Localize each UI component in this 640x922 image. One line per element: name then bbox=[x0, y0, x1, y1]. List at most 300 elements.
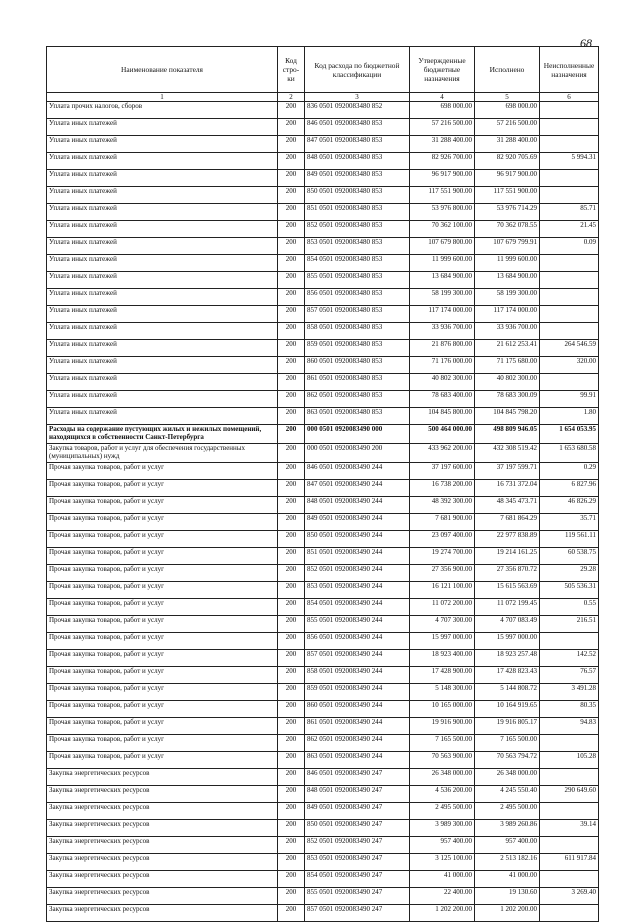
row-executed: 11 999 600.00 bbox=[475, 255, 540, 272]
row-kbk: 000 0501 0920083490 200 bbox=[305, 444, 410, 463]
row-executed: 19 214 161.25 bbox=[475, 548, 540, 565]
row-remaining: 1 654 053.95 bbox=[540, 425, 599, 444]
row-executed: 17 428 823.43 bbox=[475, 667, 540, 684]
row-kbk: 863 0501 0920083480 853 bbox=[305, 408, 410, 425]
row-executed: 48 345 473.71 bbox=[475, 497, 540, 514]
col-number: 5 bbox=[475, 93, 540, 102]
row-remaining bbox=[540, 102, 599, 119]
row-approved: 70 563 900.00 bbox=[410, 752, 475, 769]
row-name: Прочая закупка товаров, работ и услуг bbox=[47, 514, 278, 531]
row-name: Закупка энергетических ресурсов bbox=[47, 888, 278, 905]
row-executed: 26 348 000.00 bbox=[475, 769, 540, 786]
row-code: 200 bbox=[278, 340, 305, 357]
row-executed: 19 130.60 bbox=[475, 888, 540, 905]
table-row bbox=[47, 718, 599, 735]
row-executed: 15 997 000.00 bbox=[475, 633, 540, 650]
row-name: Прочая закупка товаров, работ и услуг bbox=[47, 735, 278, 752]
row-kbk: 848 0501 0920083480 853 bbox=[305, 153, 410, 170]
row-kbk: 860 0501 0920083480 853 bbox=[305, 357, 410, 374]
row-kbk: 846 0501 0920083490 244 bbox=[305, 463, 410, 480]
table-row bbox=[47, 616, 599, 633]
row-code: 200 bbox=[278, 871, 305, 888]
row-code: 200 bbox=[278, 633, 305, 650]
row-remaining bbox=[540, 187, 599, 204]
row-code: 200 bbox=[278, 888, 305, 905]
row-kbk: 852 0501 0920083480 853 bbox=[305, 221, 410, 238]
row-code: 200 bbox=[278, 905, 305, 922]
row-kbk: 858 0501 0920083490 244 bbox=[305, 667, 410, 684]
row-name: Уплата иных платежей bbox=[47, 408, 278, 425]
row-kbk: 855 0501 0920083490 244 bbox=[305, 616, 410, 633]
row-name: Уплата иных платежей bbox=[47, 374, 278, 391]
row-code: 200 bbox=[278, 153, 305, 170]
row-kbk: 862 0501 0920083480 853 bbox=[305, 391, 410, 408]
row-executed: 58 199 300.00 bbox=[475, 289, 540, 306]
table-row bbox=[47, 444, 599, 463]
row-executed: 698 000.00 bbox=[475, 102, 540, 119]
row-remaining bbox=[540, 633, 599, 650]
row-executed: 70 362 078.55 bbox=[475, 221, 540, 238]
row-kbk: 852 0501 0920083490 247 bbox=[305, 837, 410, 854]
row-approved: 19 916 900.00 bbox=[410, 718, 475, 735]
row-executed: 21 612 253.41 bbox=[475, 340, 540, 357]
table-row bbox=[47, 374, 599, 391]
row-executed: 13 684 900.00 bbox=[475, 272, 540, 289]
row-approved: 104 845 800.00 bbox=[410, 408, 475, 425]
table-row bbox=[47, 769, 599, 786]
row-code: 200 bbox=[278, 582, 305, 599]
row-code: 200 bbox=[278, 221, 305, 238]
table-row bbox=[47, 701, 599, 718]
row-executed: 5 144 808.72 bbox=[475, 684, 540, 701]
row-name: Уплата иных платежей bbox=[47, 136, 278, 153]
row-approved: 41 000.00 bbox=[410, 871, 475, 888]
row-remaining: 1.80 bbox=[540, 408, 599, 425]
row-remaining: 264 546.59 bbox=[540, 340, 599, 357]
row-code: 200 bbox=[278, 480, 305, 497]
row-executed: 78 683 300.09 bbox=[475, 391, 540, 408]
row-executed: 7 681 864.29 bbox=[475, 514, 540, 531]
table-row bbox=[47, 667, 599, 684]
row-name: Закупка товаров, работ и услуг для обеспечения государственных (муниципальных) нужд bbox=[47, 444, 278, 463]
table-row bbox=[47, 187, 599, 204]
header-executed: Исполнено bbox=[475, 47, 540, 93]
row-executed: 957 400.00 bbox=[475, 837, 540, 854]
table-row bbox=[47, 238, 599, 255]
row-code: 200 bbox=[278, 170, 305, 187]
row-kbk: 857 0501 0920083480 853 bbox=[305, 306, 410, 323]
table-row bbox=[47, 786, 599, 803]
row-kbk: 854 0501 0920083480 853 bbox=[305, 255, 410, 272]
row-executed: 4 707 083.49 bbox=[475, 616, 540, 633]
table-row bbox=[47, 650, 599, 667]
row-name: Уплата иных платежей bbox=[47, 255, 278, 272]
row-remaining bbox=[540, 374, 599, 391]
row-executed: 19 916 805.17 bbox=[475, 718, 540, 735]
row-approved: 4 536 200.00 bbox=[410, 786, 475, 803]
row-remaining: 0.09 bbox=[540, 238, 599, 255]
row-name: Прочая закупка товаров, работ и услуг bbox=[47, 650, 278, 667]
row-kbk: 858 0501 0920083480 853 bbox=[305, 323, 410, 340]
row-approved: 3 125 100.00 bbox=[410, 854, 475, 871]
row-code: 200 bbox=[278, 323, 305, 340]
row-code: 200 bbox=[278, 735, 305, 752]
row-code: 200 bbox=[278, 616, 305, 633]
row-name: Уплата иных платежей bbox=[47, 357, 278, 374]
row-kbk: 857 0501 0920083490 247 bbox=[305, 905, 410, 922]
column-number-row bbox=[47, 93, 599, 102]
row-kbk: 848 0501 0920083490 247 bbox=[305, 786, 410, 803]
row-code: 200 bbox=[278, 289, 305, 306]
row-remaining bbox=[540, 871, 599, 888]
header-approved: Утвержденные бюджетные назначения bbox=[410, 47, 475, 93]
row-executed: 18 923 257.48 bbox=[475, 650, 540, 667]
row-name: Прочая закупка товаров, работ и услуг bbox=[47, 599, 278, 616]
row-kbk: 862 0501 0920083490 244 bbox=[305, 735, 410, 752]
table-row bbox=[47, 531, 599, 548]
row-kbk: 849 0501 0920083480 853 bbox=[305, 170, 410, 187]
table-row bbox=[47, 323, 599, 340]
row-remaining: 290 649.60 bbox=[540, 786, 599, 803]
row-executed: 2 513 182.16 bbox=[475, 854, 540, 871]
row-executed: 2 495 500.00 bbox=[475, 803, 540, 820]
row-approved: 82 926 700.00 bbox=[410, 153, 475, 170]
row-remaining: 6 827.96 bbox=[540, 480, 599, 497]
row-code: 200 bbox=[278, 425, 305, 444]
row-kbk: 861 0501 0920083490 244 bbox=[305, 718, 410, 735]
row-kbk: 851 0501 0920083480 853 bbox=[305, 204, 410, 221]
row-remaining: 3 491.28 bbox=[540, 684, 599, 701]
row-kbk: 857 0501 0920083490 244 bbox=[305, 650, 410, 667]
table-header-row bbox=[47, 47, 599, 93]
row-name: Уплата иных платежей bbox=[47, 391, 278, 408]
row-remaining: 21.45 bbox=[540, 221, 599, 238]
table-row bbox=[47, 119, 599, 136]
row-code: 200 bbox=[278, 531, 305, 548]
table-row bbox=[47, 391, 599, 408]
row-approved: 2 495 500.00 bbox=[410, 803, 475, 820]
row-kbk: 860 0501 0920083490 244 bbox=[305, 701, 410, 718]
row-approved: 31 288 400.00 bbox=[410, 136, 475, 153]
table-row bbox=[47, 582, 599, 599]
row-code: 200 bbox=[278, 650, 305, 667]
table-row bbox=[47, 340, 599, 357]
row-name: Уплата иных платежей bbox=[47, 187, 278, 204]
row-name: Уплата прочих налогов, сборов bbox=[47, 102, 278, 119]
row-remaining bbox=[540, 272, 599, 289]
table-row bbox=[47, 871, 599, 888]
row-approved: 13 684 900.00 bbox=[410, 272, 475, 289]
row-code: 200 bbox=[278, 514, 305, 531]
row-kbk: 850 0501 0920083490 247 bbox=[305, 820, 410, 837]
row-approved: 19 274 700.00 bbox=[410, 548, 475, 565]
row-remaining bbox=[540, 323, 599, 340]
row-executed: 37 197 599.71 bbox=[475, 463, 540, 480]
row-remaining bbox=[540, 803, 599, 820]
row-remaining: 29.28 bbox=[540, 565, 599, 582]
row-kbk: 853 0501 0920083490 247 bbox=[305, 854, 410, 871]
row-executed: 432 308 519.42 bbox=[475, 444, 540, 463]
row-kbk: 850 0501 0920083480 853 bbox=[305, 187, 410, 204]
row-code: 200 bbox=[278, 497, 305, 514]
row-name: Прочая закупка товаров, работ и услуг bbox=[47, 463, 278, 480]
row-remaining: 94.83 bbox=[540, 718, 599, 735]
row-approved: 11 072 200.00 bbox=[410, 599, 475, 616]
row-executed: 104 845 798.20 bbox=[475, 408, 540, 425]
table-row bbox=[47, 408, 599, 425]
row-executed: 96 917 900.00 bbox=[475, 170, 540, 187]
table-row bbox=[47, 463, 599, 480]
row-code: 200 bbox=[278, 204, 305, 221]
row-approved: 18 923 400.00 bbox=[410, 650, 475, 667]
row-code: 200 bbox=[278, 357, 305, 374]
row-remaining bbox=[540, 735, 599, 752]
row-name: Закупка энергетических ресурсов bbox=[47, 820, 278, 837]
row-executed: 27 356 870.72 bbox=[475, 565, 540, 582]
row-code: 200 bbox=[278, 565, 305, 582]
row-kbk: 863 0501 0920083490 244 bbox=[305, 752, 410, 769]
row-name: Прочая закупка товаров, работ и услуг bbox=[47, 548, 278, 565]
row-code: 200 bbox=[278, 548, 305, 565]
table-row bbox=[47, 357, 599, 374]
row-executed: 41 000.00 bbox=[475, 871, 540, 888]
table-row bbox=[47, 497, 599, 514]
table-row bbox=[47, 735, 599, 752]
row-approved: 53 976 800.00 bbox=[410, 204, 475, 221]
row-remaining bbox=[540, 136, 599, 153]
row-code: 200 bbox=[278, 136, 305, 153]
row-name: Уплата иных платежей bbox=[47, 221, 278, 238]
row-remaining: 320.00 bbox=[540, 357, 599, 374]
row-remaining bbox=[540, 255, 599, 272]
row-approved: 16 121 100.00 bbox=[410, 582, 475, 599]
row-approved: 107 679 800.00 bbox=[410, 238, 475, 255]
row-name: Расходы на содержание пустующих жилых и нежилых помещений, находящихся в собственности Санкт-Петербурга bbox=[47, 425, 278, 444]
header-kbk: Код расхода по бюджетной классификации bbox=[305, 47, 410, 93]
row-kbk: 846 0501 0920083480 853 bbox=[305, 119, 410, 136]
row-kbk: 848 0501 0920083490 244 bbox=[305, 497, 410, 514]
row-approved: 1 202 200.00 bbox=[410, 905, 475, 922]
row-name: Прочая закупка товаров, работ и услуг bbox=[47, 684, 278, 701]
row-remaining: 3 269.40 bbox=[540, 888, 599, 905]
row-approved: 500 464 000.00 bbox=[410, 425, 475, 444]
row-code: 200 bbox=[278, 391, 305, 408]
row-executed: 31 288 400.00 bbox=[475, 136, 540, 153]
row-remaining bbox=[540, 170, 599, 187]
row-approved: 117 174 000.00 bbox=[410, 306, 475, 323]
row-remaining: 0.55 bbox=[540, 599, 599, 616]
row-kbk: 852 0501 0920083490 244 bbox=[305, 565, 410, 582]
row-executed: 16 731 372.04 bbox=[475, 480, 540, 497]
row-kbk: 836 0501 0920083480 852 bbox=[305, 102, 410, 119]
row-remaining: 35.71 bbox=[540, 514, 599, 531]
row-code: 200 bbox=[278, 599, 305, 616]
row-approved: 17 428 900.00 bbox=[410, 667, 475, 684]
row-kbk: 855 0501 0920083480 853 bbox=[305, 272, 410, 289]
row-code: 200 bbox=[278, 769, 305, 786]
row-name: Закупка энергетических ресурсов bbox=[47, 905, 278, 922]
row-kbk: 854 0501 0920083490 244 bbox=[305, 599, 410, 616]
row-approved: 117 551 900.00 bbox=[410, 187, 475, 204]
row-code: 200 bbox=[278, 684, 305, 701]
row-name: Закупка энергетических ресурсов bbox=[47, 786, 278, 803]
row-approved: 698 000.00 bbox=[410, 102, 475, 119]
row-remaining: 0.29 bbox=[540, 463, 599, 480]
row-code: 200 bbox=[278, 837, 305, 854]
table-row bbox=[47, 153, 599, 170]
row-remaining: 60 538.75 bbox=[540, 548, 599, 565]
row-name: Прочая закупка товаров, работ и услуг bbox=[47, 565, 278, 582]
row-code: 200 bbox=[278, 752, 305, 769]
row-name: Прочая закупка товаров, работ и услуг bbox=[47, 497, 278, 514]
row-name: Прочая закупка товаров, работ и услуг bbox=[47, 633, 278, 650]
table-row bbox=[47, 102, 599, 119]
row-code: 200 bbox=[278, 463, 305, 480]
row-name: Уплата иных платежей bbox=[47, 204, 278, 221]
row-remaining: 99.91 bbox=[540, 391, 599, 408]
row-code: 200 bbox=[278, 444, 305, 463]
row-kbk: 849 0501 0920083490 247 bbox=[305, 803, 410, 820]
row-kbk: 859 0501 0920083480 853 bbox=[305, 340, 410, 357]
table-row bbox=[47, 480, 599, 497]
row-approved: 11 999 600.00 bbox=[410, 255, 475, 272]
table-row bbox=[47, 803, 599, 820]
row-remaining bbox=[540, 769, 599, 786]
row-approved: 15 997 000.00 bbox=[410, 633, 475, 650]
row-approved: 7 681 900.00 bbox=[410, 514, 475, 531]
row-kbk: 846 0501 0920083490 247 bbox=[305, 769, 410, 786]
col-number: 4 bbox=[410, 93, 475, 102]
row-kbk: 859 0501 0920083490 244 bbox=[305, 684, 410, 701]
row-name: Закупка энергетических ресурсов bbox=[47, 871, 278, 888]
row-approved: 433 962 200.00 bbox=[410, 444, 475, 463]
row-approved: 57 216 500.00 bbox=[410, 119, 475, 136]
row-code: 200 bbox=[278, 854, 305, 871]
row-remaining: 76.57 bbox=[540, 667, 599, 684]
row-code: 200 bbox=[278, 187, 305, 204]
table-row bbox=[47, 548, 599, 565]
row-name: Уплата иных платежей bbox=[47, 119, 278, 136]
row-name: Уплата иных платежей bbox=[47, 289, 278, 306]
row-executed: 70 563 794.72 bbox=[475, 752, 540, 769]
table-row bbox=[47, 565, 599, 582]
row-name: Уплата иных платежей bbox=[47, 272, 278, 289]
row-executed: 4 245 550.40 bbox=[475, 786, 540, 803]
row-executed: 498 809 946.05 bbox=[475, 425, 540, 444]
row-remaining bbox=[540, 905, 599, 922]
table-row bbox=[47, 255, 599, 272]
table-row bbox=[47, 820, 599, 837]
row-name: Уплата иных платежей bbox=[47, 170, 278, 187]
table-row bbox=[47, 837, 599, 854]
col-number: 3 bbox=[305, 93, 410, 102]
row-executed: 53 976 714.29 bbox=[475, 204, 540, 221]
row-kbk: 853 0501 0920083480 853 bbox=[305, 238, 410, 255]
row-approved: 58 199 300.00 bbox=[410, 289, 475, 306]
table-row bbox=[47, 905, 599, 922]
row-name: Прочая закупка товаров, работ и услуг bbox=[47, 752, 278, 769]
table-row bbox=[47, 514, 599, 531]
row-executed: 15 615 563.69 bbox=[475, 582, 540, 599]
row-remaining: 80.35 bbox=[540, 701, 599, 718]
row-name: Прочая закупка товаров, работ и услуг bbox=[47, 480, 278, 497]
row-approved: 96 917 900.00 bbox=[410, 170, 475, 187]
row-code: 200 bbox=[278, 255, 305, 272]
row-approved: 4 707 300.00 bbox=[410, 616, 475, 633]
row-code: 200 bbox=[278, 803, 305, 820]
row-approved: 26 348 000.00 bbox=[410, 769, 475, 786]
row-name: Прочая закупка товаров, работ и услуг bbox=[47, 582, 278, 599]
row-code: 200 bbox=[278, 272, 305, 289]
row-kbk: 856 0501 0920083480 853 bbox=[305, 289, 410, 306]
table-row bbox=[47, 204, 599, 221]
row-code: 200 bbox=[278, 119, 305, 136]
row-name: Прочая закупка товаров, работ и услуг bbox=[47, 701, 278, 718]
row-executed: 71 175 680.00 bbox=[475, 357, 540, 374]
table-body bbox=[47, 102, 599, 922]
table-row bbox=[47, 136, 599, 153]
row-code: 200 bbox=[278, 306, 305, 323]
row-kbk: 000 0501 0920083490 000 bbox=[305, 425, 410, 444]
row-name: Закупка энергетических ресурсов bbox=[47, 854, 278, 871]
row-remaining: 142.52 bbox=[540, 650, 599, 667]
row-code: 200 bbox=[278, 667, 305, 684]
row-remaining bbox=[540, 306, 599, 323]
row-kbk: 851 0501 0920083490 244 bbox=[305, 548, 410, 565]
row-kbk: 861 0501 0920083480 853 bbox=[305, 374, 410, 391]
col-number: 1 bbox=[47, 93, 278, 102]
row-approved: 957 400.00 bbox=[410, 837, 475, 854]
row-approved: 5 148 300.00 bbox=[410, 684, 475, 701]
row-kbk: 847 0501 0920083490 244 bbox=[305, 480, 410, 497]
row-executed: 7 165 500.00 bbox=[475, 735, 540, 752]
row-kbk: 856 0501 0920083490 244 bbox=[305, 633, 410, 650]
header-name: Наименование показателя bbox=[47, 47, 278, 93]
row-executed: 3 989 260.86 bbox=[475, 820, 540, 837]
row-kbk: 855 0501 0920083490 247 bbox=[305, 888, 410, 905]
header-code: Код стро- ки bbox=[278, 47, 305, 93]
row-approved: 7 165 500.00 bbox=[410, 735, 475, 752]
row-approved: 27 356 900.00 bbox=[410, 565, 475, 582]
row-code: 200 bbox=[278, 786, 305, 803]
row-code: 200 bbox=[278, 238, 305, 255]
table-row bbox=[47, 306, 599, 323]
row-kbk: 850 0501 0920083490 244 bbox=[305, 531, 410, 548]
row-name: Прочая закупка товаров, работ и услуг bbox=[47, 667, 278, 684]
row-code: 200 bbox=[278, 102, 305, 119]
table-row bbox=[47, 888, 599, 905]
row-remaining: 216.51 bbox=[540, 616, 599, 633]
row-name: Прочая закупка товаров, работ и услуг bbox=[47, 531, 278, 548]
row-kbk: 849 0501 0920083490 244 bbox=[305, 514, 410, 531]
row-approved: 33 936 700.00 bbox=[410, 323, 475, 340]
row-name: Уплата иных платежей bbox=[47, 238, 278, 255]
row-approved: 3 989 300.00 bbox=[410, 820, 475, 837]
row-executed: 1 202 200.00 bbox=[475, 905, 540, 922]
row-remaining: 5 994.31 bbox=[540, 153, 599, 170]
table-row bbox=[47, 289, 599, 306]
row-name: Закупка энергетических ресурсов bbox=[47, 837, 278, 854]
row-name: Уплата иных платежей bbox=[47, 153, 278, 170]
row-remaining: 39.14 bbox=[540, 820, 599, 837]
row-executed: 57 216 500.00 bbox=[475, 119, 540, 136]
row-remaining bbox=[540, 837, 599, 854]
table-row bbox=[47, 854, 599, 871]
row-remaining: 85.71 bbox=[540, 204, 599, 221]
row-name: Закупка энергетических ресурсов bbox=[47, 769, 278, 786]
page-number: 68 bbox=[580, 36, 592, 50]
row-executed: 40 802 300.00 bbox=[475, 374, 540, 391]
